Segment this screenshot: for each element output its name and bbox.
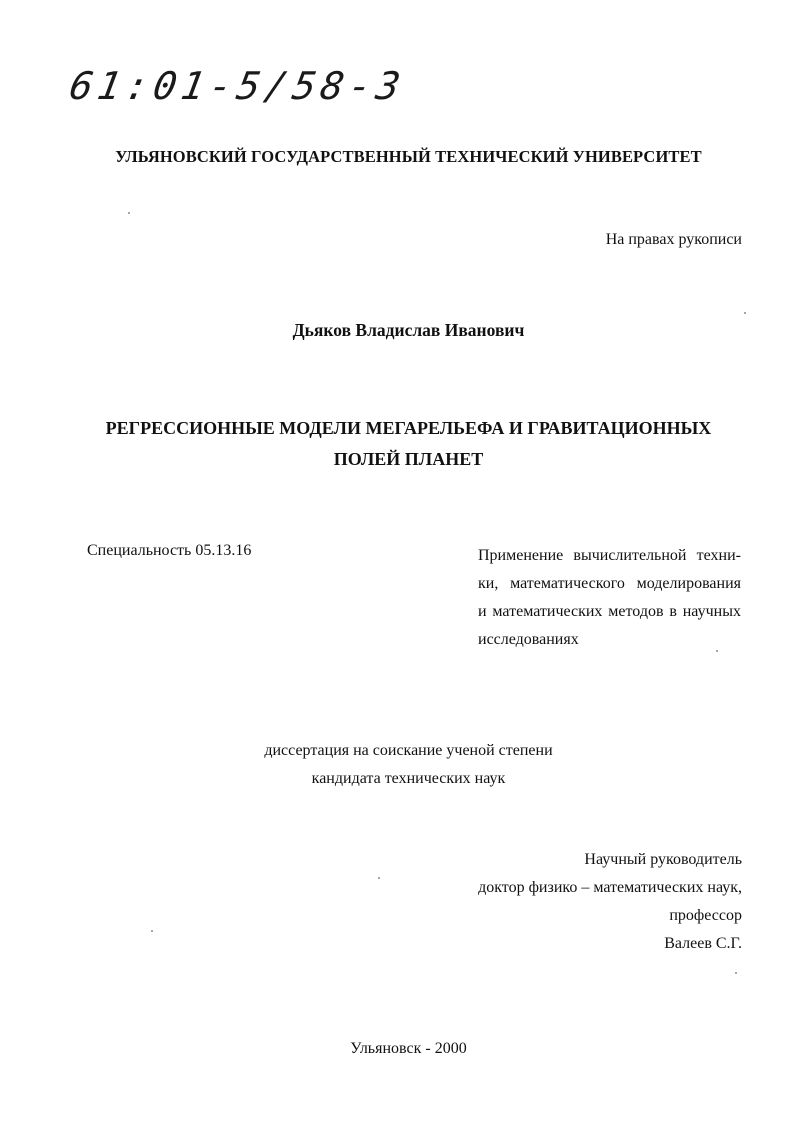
specialty-description-line-4 (478, 626, 741, 654)
dissertation-title (0, 413, 793, 475)
specialty-description (478, 542, 741, 654)
degree-line-1: диссертация на соискание ученой степени (264, 742, 553, 759)
degree-line-2: кандидата технических наук (311, 770, 506, 787)
supervisor-title: профессор (669, 907, 742, 924)
word: техни- (696, 547, 741, 564)
word: математических (492, 603, 603, 620)
scan-speck (378, 877, 380, 879)
word: и (478, 603, 487, 620)
city-and-year: Ульяновск - 2000 (350, 1040, 467, 1057)
word: ки, (478, 575, 499, 592)
scan-speck (151, 930, 153, 932)
specialty-code: Специальность 05.13.16 (87, 542, 252, 559)
supervisor-role: Научный руководитель (584, 851, 742, 868)
specialty-description-line-2 (478, 570, 741, 598)
word: в (669, 603, 677, 620)
word: Применение (478, 547, 564, 564)
supervisor-name: Валеев С.Г. (664, 935, 742, 952)
title-line-1: РЕГРЕССИОННЫЕ МОДЕЛИ МЕГАРЕЛЬЕФА И ГРАВИТАЦИОННЫХ (105, 418, 712, 438)
specialty-description-line-3 (478, 598, 741, 626)
specialty-description-line-1 (478, 542, 741, 570)
scan-speck (735, 972, 737, 974)
title-line-2: ПОЛЕЙ ПЛАНЕТ (333, 449, 484, 469)
supervisor-block (478, 846, 742, 958)
scan-speck (716, 650, 718, 652)
word: научных (682, 603, 741, 620)
word: вычислительной (573, 547, 687, 564)
word: методов (608, 603, 664, 620)
manuscript-rights-note: На правах рукописи (605, 231, 742, 248)
registration-number-handwritten: 61:01-5/58-3 (66, 64, 409, 108)
word: исследованиях (478, 631, 579, 648)
author-name: Дьяков Владислав Иванович (292, 320, 525, 340)
degree-statement (0, 737, 793, 793)
word: математического (510, 575, 625, 592)
university-name: УЛЬЯНОВСКИЙ ГОСУДАРСТВЕННЫЙ ТЕХНИЧЕСКИЙ УНИВЕРСИТЕТ (115, 147, 702, 166)
scan-speck (744, 312, 746, 314)
scan-speck (128, 212, 130, 214)
supervisor-degree: доктор физико – математических наук, (478, 879, 742, 896)
word: моделирования (636, 575, 741, 592)
